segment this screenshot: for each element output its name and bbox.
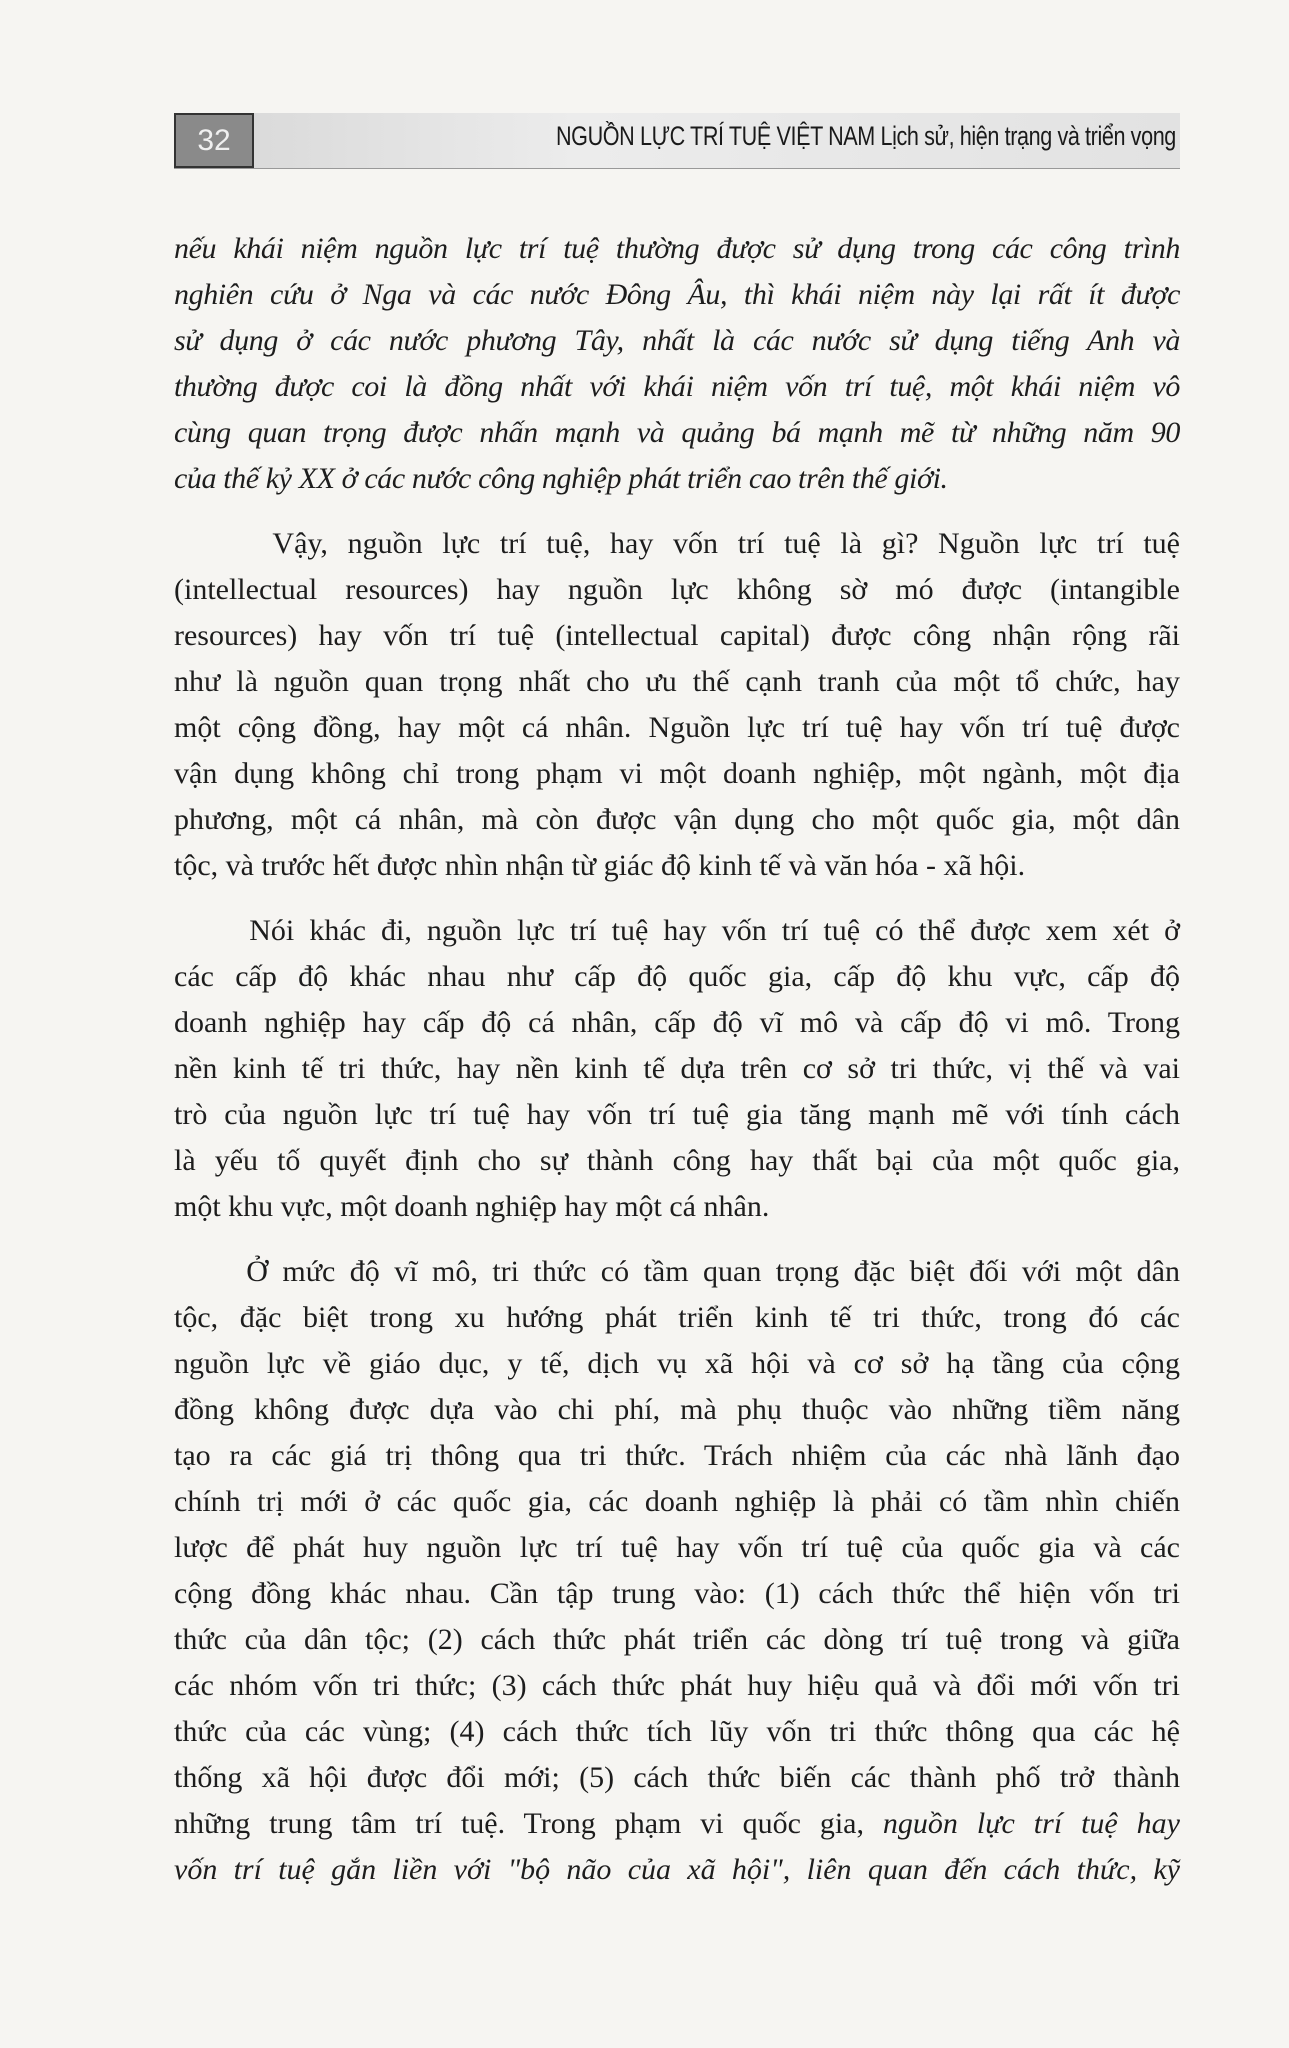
text-line: lược để phát huy nguồn lực trí tuệ hay vốn trí tuệ của quốc gia và các (174, 1531, 1180, 1564)
italic-text: nguồn lực trí tuệ hay (882, 1807, 1180, 1840)
text-line: là yếu tố quyết định cho sự thành công hay thất bại của một quốc gia, (174, 1144, 1180, 1177)
text-line: một khu vực, một doanh nghiệp hay một cá nhân. (174, 1190, 770, 1223)
text-line: (intellectual resources) hay nguồn lực không sờ mó được (intangible (174, 573, 1180, 606)
paragraph (174, 908, 1180, 1230)
text-line: các nhóm vốn tri thức; (3) cách thức phát huy hiệu quả và đổi mới vốn tri (174, 1669, 1180, 1702)
text-line: thức của dân tộc; (2) cách thức phát triển các dòng trí tuệ trong và giữa (174, 1623, 1180, 1656)
text-line: Ở mức độ vĩ mô, tri thức có tầm quan trọng đặc biệt đối với một dân (174, 1255, 1180, 1288)
text-segment: những trung tâm trí tuệ. Trong phạm vi quốc gia, (174, 1807, 883, 1840)
text-line: doanh nghiệp hay cấp độ cá nhân, cấp độ vĩ mô và cấp độ vi mô. Trong (174, 1006, 1180, 1039)
text-line: cộng đồng khác nhau. Cần tập trung vào: (1) cách thức thể hiện vốn tri (174, 1577, 1180, 1610)
text-line: vận dụng không chỉ trong phạm vi một doanh nghiệp, một ngành, một địa (174, 757, 1180, 790)
text-line: một cộng đồng, hay một cá nhân. Nguồn lực trí tuệ hay vốn trí tuệ được (174, 711, 1180, 744)
text-line: tộc, và trước hết được nhìn nhận từ giác độ kinh tế và văn hóa - xã hội. (174, 849, 1026, 882)
text-line: thức của các vùng; (4) cách thức tích lũy vốn tri thức thông qua các hệ (174, 1715, 1180, 1748)
text-line: cùng quan trọng được nhấn mạnh và quảng bá mạnh mẽ từ những năm 90 (174, 416, 1180, 449)
text-line: thường được coi là đồng nhất với khái niệm vốn trí tuệ, một khái niệm vô (174, 370, 1180, 403)
text-line: Nói khác đi, nguồn lực trí tuệ hay vốn trí tuệ có thể được xem xét ở (174, 914, 1180, 947)
text-line: Vậy, nguồn lực trí tuệ, hay vốn trí tuệ là gì? Nguồn lực trí tuệ (174, 527, 1180, 560)
text-line: nghiên cứu ở Nga và các nước Đông Âu, thì khái niệm này lại rất ít được (174, 278, 1180, 311)
text-line: nguồn lực về giáo dục, y tế, dịch vụ xã hội và cơ sở hạ tầng của cộng (174, 1347, 1180, 1380)
text-line: các cấp độ khác nhau như cấp độ quốc gia, cấp độ khu vực, cấp độ (174, 960, 1180, 993)
text-line: thống xã hội được đổi mới; (5) cách thức biến các thành phố trở thành (174, 1761, 1180, 1794)
body-text (174, 226, 1180, 1912)
text-line: trò của nguồn lực trí tuệ hay vốn trí tuệ gia tăng mạnh mẽ với tính cách (174, 1098, 1180, 1131)
page-number: 32 (174, 113, 254, 168)
text-line: chính trị mới ở các quốc gia, các doanh nghiệp là phải có tầm nhìn chiến (174, 1485, 1180, 1518)
running-header (174, 113, 1180, 169)
text-line (174, 1801, 1180, 1847)
text-line: tạo ra các giá trị thông qua tri thức. Trách nhiệm của các nhà lãnh đạo (174, 1439, 1180, 1472)
text-line: của thế kỷ XX ở các nước công nghiệp phát triển cao trên thế giới. (174, 462, 948, 495)
paragraph (174, 521, 1180, 889)
text-line (174, 1847, 1180, 1893)
text-line: đồng không được dựa vào chi phí, mà phụ thuộc vào những tiềm năng (174, 1393, 1180, 1426)
paragraph (174, 1249, 1180, 1893)
text-line: tộc, đặc biệt trong xu hướng phát triển kinh tế tri thức, trong đó các (174, 1301, 1180, 1334)
text-line: như là nguồn quan trọng nhất cho ưu thế cạnh tranh của một tổ chức, hay (174, 665, 1180, 698)
running-title: NGUỒN LỰC TRÍ TUỆ VIỆT NAM Lịch sử, hiện trạng và triển vọng (556, 121, 1176, 151)
text-line: phương, một cá nhân, mà còn được vận dụng cho một quốc gia, một dân (174, 803, 1180, 836)
text-line: sử dụng ở các nước phương Tây, nhất là các nước sử dụng tiếng Anh và (174, 324, 1180, 357)
text-line: nếu khái niệm nguồn lực trí tuệ thường được sử dụng trong các công trình (174, 232, 1180, 265)
italic-text: vốn trí tuệ gắn liền với "bộ não của xã hội", liên quan đến cách thức, kỹ (174, 1853, 1180, 1886)
text-line: nền kinh tế tri thức, hay nền kinh tế dựa trên cơ sở tri thức, vị thế và vai (174, 1052, 1180, 1085)
paragraph (174, 226, 1180, 502)
text-line: resources) hay vốn trí tuệ (intellectual capital) được công nhận rộng rãi (174, 619, 1180, 652)
